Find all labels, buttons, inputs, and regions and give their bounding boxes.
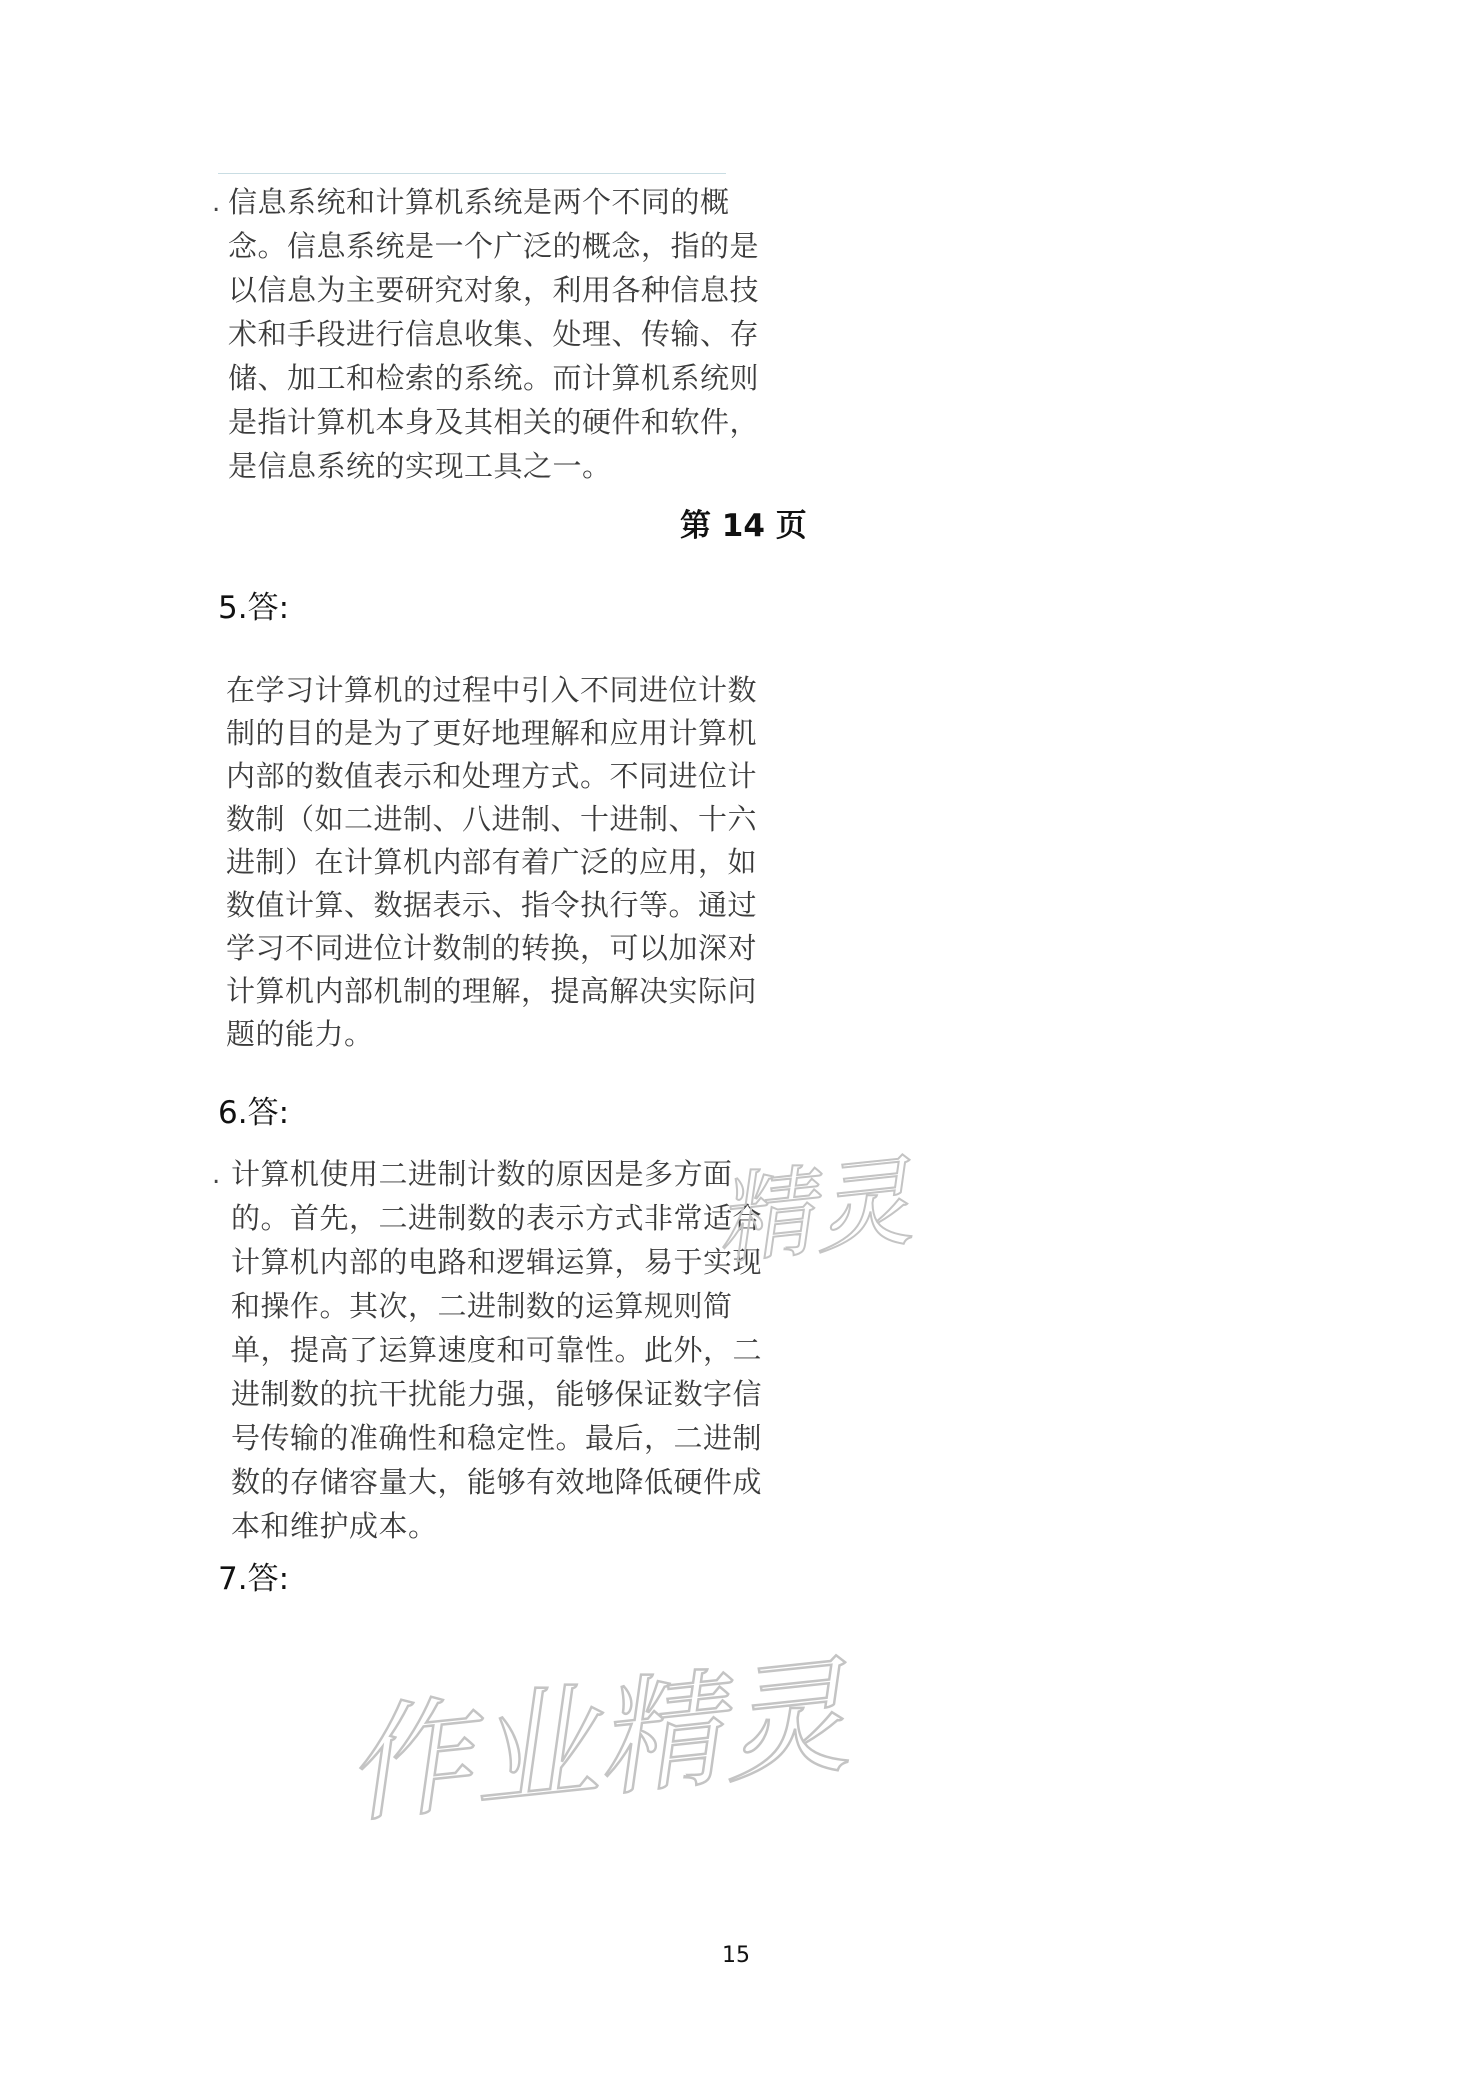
top-rule (218, 173, 726, 174)
para1-line: 以信息为主要研究对象，利用各种信息技 (228, 273, 760, 307)
para5-line: 内部的数值表示和处理方式。不同进位计 (226, 759, 758, 793)
para5-line: 计算机内部机制的理解，提高解决实际问 (226, 974, 758, 1008)
para6-line: 计算机内部的电路和逻辑运算，易于实现 (231, 1245, 763, 1279)
para6-line: 的。首先，二进制数的表示方式非常适合 (231, 1201, 763, 1235)
svg-text:作业精灵: 作业精灵 (338, 1642, 855, 1842)
para5-line: 在学习计算机的过程中引入不同进位计数 (226, 673, 758, 707)
para6-line: 和操作。其次，二进制数的运算规则简 (231, 1289, 733, 1323)
page-number: 15 (722, 1943, 750, 1968)
para6-line: 计算机使用二进制计数的原因是多方面 (231, 1157, 733, 1191)
watermark-large (338, 1642, 858, 1855)
para5-line: 数值计算、数据表示、指令执行等。通过 (226, 888, 758, 922)
question-6-label: 6.答: (218, 1095, 290, 1131)
para6-line: 进制数的抗干扰能力强，能够保证数字信 (231, 1377, 763, 1411)
bullet-mark: . (212, 1160, 221, 1190)
para1-line: 术和手段进行信息收集、处理、传输、存 (228, 317, 760, 351)
para1-line: 是指计算机本身及其相关的硬件和软件， (228, 405, 760, 439)
para1-line: 储、加工和检索的系统。而计算机系统则 (228, 361, 760, 395)
para5-line: 数制（如二进制、八进制、十进制、十六 (226, 802, 758, 836)
para1-line: 念。信息系统是一个广泛的概念，指的是 (228, 229, 760, 263)
bullet-mark: . (212, 188, 221, 218)
para1-line: 是信息系统的实现工具之一。 (228, 449, 612, 483)
para6-line: 单，提高了运算速度和可靠性。此外，二 (231, 1333, 763, 1367)
question-5-label: 5.答: (218, 590, 290, 626)
watermark-small (710, 1140, 918, 1310)
para6-line: 数的存储容量大，能够有效地降低硬件成 (231, 1465, 763, 1499)
page-title: 第 14 页 (680, 508, 807, 544)
para6-line: 本和维护成本。 (231, 1509, 438, 1543)
para5-line: 进制）在计算机内部有着广泛的应用，如 (226, 845, 758, 879)
para1-line: 信息系统和计算机系统是两个不同的概 (228, 185, 730, 219)
para5-line: 学习不同进位计数制的转换，可以加深对 (226, 931, 758, 965)
para5-line: 制的目的是为了更好地理解和应用计算机 (226, 716, 758, 750)
svg-text:精灵: 精灵 (710, 1145, 918, 1280)
para6-line: 号传输的准确性和稳定性。最后，二进制 (231, 1421, 763, 1455)
question-7-label: 7.答: (218, 1561, 290, 1597)
para5-line: 题的能力。 (226, 1017, 374, 1051)
